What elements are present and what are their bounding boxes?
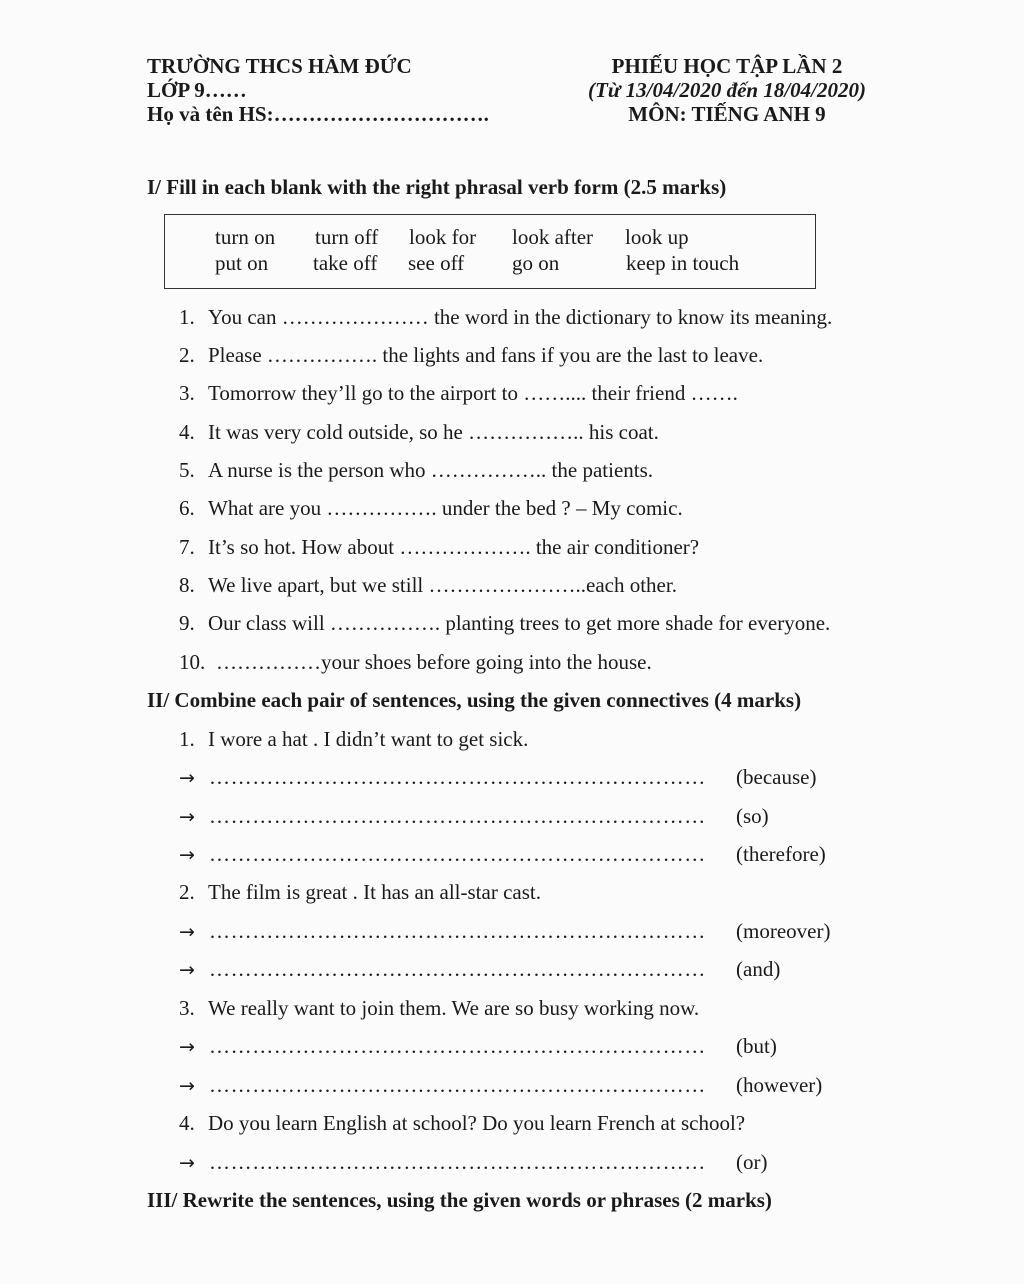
exercise-item	[179, 496, 683, 521]
combine-item	[179, 727, 528, 752]
exercise-item	[179, 381, 738, 406]
word-box-word: turn off	[315, 225, 379, 249]
answer-line	[179, 842, 826, 867]
item-number: 6.	[179, 496, 195, 520]
word-box-word: look after	[512, 225, 594, 249]
answer-blank: ……………………………………………………………	[209, 1150, 706, 1174]
combine-item	[179, 880, 541, 905]
section-3-title: III/ Rewrite the sentences, using the given words or phrases (2 marks)	[147, 1188, 772, 1212]
connective-label: (or)	[736, 1150, 768, 1174]
connective-label: (moreover)	[736, 919, 831, 943]
word-box-word: keep in touch	[626, 251, 740, 275]
arrow-icon: →	[179, 767, 195, 789]
item-text: ……………your shoes before going into the house.	[216, 650, 652, 674]
item-number: 2.	[179, 880, 195, 904]
word-box-word: go on	[512, 251, 560, 275]
word-box-word: see off	[408, 251, 465, 275]
arrow-icon: →	[179, 844, 195, 866]
answer-blank: ……………………………………………………………	[209, 1073, 706, 1097]
answer-blank: ……………………………………………………………	[209, 957, 706, 981]
exercise-item	[179, 535, 699, 560]
answer-blank: ……………………………………………………………	[209, 842, 706, 866]
answer-line	[179, 765, 816, 790]
item-number: 9.	[179, 611, 195, 635]
arrow-icon: →	[179, 921, 195, 943]
sheet-title: PHIẾU HỌC TẬP LẦN 2	[611, 54, 843, 78]
item-number: 8.	[179, 573, 195, 597]
exercise-item	[179, 611, 830, 636]
word-box-word: turn on	[215, 225, 276, 249]
exercise-item	[179, 650, 652, 675]
answer-line	[179, 1073, 822, 1098]
combine-item	[179, 1111, 745, 1136]
answer-blank: ……………………………………………………………	[209, 804, 706, 828]
connective-label: (because)	[736, 765, 817, 789]
combine-item	[179, 996, 699, 1021]
item-text: Tomorrow they’ll go to the airport to …….... their friend …….	[208, 381, 738, 405]
exercise-item	[179, 573, 677, 598]
word-box-row-2	[215, 251, 739, 276]
header-left	[147, 54, 489, 126]
item-text: It’s so hot. How about ………………. the air conditioner?	[208, 535, 700, 559]
answer-line	[179, 919, 830, 944]
item-number: 10.	[179, 650, 206, 674]
answer-line	[179, 804, 769, 829]
word-box-word: look for	[409, 225, 477, 249]
arrow-icon: →	[179, 806, 195, 828]
item-text: Please ……………. the lights and fans if you are the last to leave.	[208, 343, 764, 367]
item-text: We really want to join them. We are so busy working now.	[208, 996, 700, 1020]
exercise-item	[179, 343, 763, 368]
answer-line	[179, 957, 780, 982]
item-number: 7.	[179, 535, 195, 559]
item-number: 2.	[179, 343, 195, 367]
word-box-word: look up	[625, 225, 689, 249]
connective-label: (therefore)	[736, 842, 826, 866]
arrow-icon: →	[179, 1075, 195, 1097]
section-1-title: I/ Fill in each blank with the right phrasal verb form (2.5 marks)	[147, 175, 727, 199]
connective-label: (but)	[736, 1034, 777, 1058]
connective-label: (and)	[736, 957, 781, 981]
header-right	[582, 54, 872, 126]
word-box-word: take off	[313, 251, 378, 275]
connective-label: (so)	[736, 804, 769, 828]
item-number: 3.	[179, 996, 195, 1020]
word-box-row-1	[215, 225, 689, 250]
date-range: (Từ 13/04/2020 đến 18/04/2020)	[588, 78, 866, 102]
item-number: 5.	[179, 458, 195, 482]
item-number: 4.	[179, 420, 195, 444]
student-name-field: Họ và tên HS:………………………….	[147, 102, 489, 126]
exercise-item	[179, 420, 659, 445]
word-box-word: put on	[215, 251, 269, 275]
item-text: What are you ……………. under the bed ? – My comic.	[208, 496, 683, 520]
item-text: The film is great . It has an all-star cast.	[208, 880, 541, 904]
item-text: We live apart, but we still …………………..each other.	[208, 573, 677, 597]
class-label: LỚP 9……	[147, 78, 247, 102]
item-text: Do you learn English at school? Do you learn French at school?	[208, 1111, 746, 1135]
arrow-icon: →	[179, 1036, 195, 1058]
item-text: You can ………………… the word in the dictionary to know its meaning.	[208, 305, 833, 329]
school-name: TRƯỜNG THCS HÀM ĐỨC	[147, 54, 412, 78]
answer-line	[179, 1034, 777, 1059]
item-number: 1.	[179, 727, 195, 751]
item-text: It was very cold outside, so he …………….. his coat.	[208, 420, 659, 444]
item-number: 4.	[179, 1111, 195, 1135]
arrow-icon: →	[179, 959, 195, 981]
item-text: Our class will ……………. planting trees to get more shade for everyone.	[208, 611, 831, 635]
connective-label: (however)	[736, 1073, 823, 1097]
answer-blank: ……………………………………………………………	[209, 765, 706, 789]
section-2-title: II/ Combine each pair of sentences, using the given connectives (4 marks)	[147, 688, 802, 712]
item-number: 1.	[179, 305, 195, 329]
subject: MÔN: TIẾNG ANH 9	[628, 102, 826, 126]
exercise-item	[179, 305, 832, 330]
answer-blank: ……………………………………………………………	[209, 1034, 706, 1058]
item-text: A nurse is the person who …………….. the patients.	[208, 458, 654, 482]
item-text: I wore a hat . I didn’t want to get sick.	[208, 727, 529, 751]
exercise-item	[179, 458, 653, 483]
arrow-icon: →	[179, 1152, 195, 1174]
answer-blank: ……………………………………………………………	[209, 919, 706, 943]
word-box	[164, 214, 816, 289]
item-number: 3.	[179, 381, 195, 405]
answer-line	[179, 1150, 767, 1175]
